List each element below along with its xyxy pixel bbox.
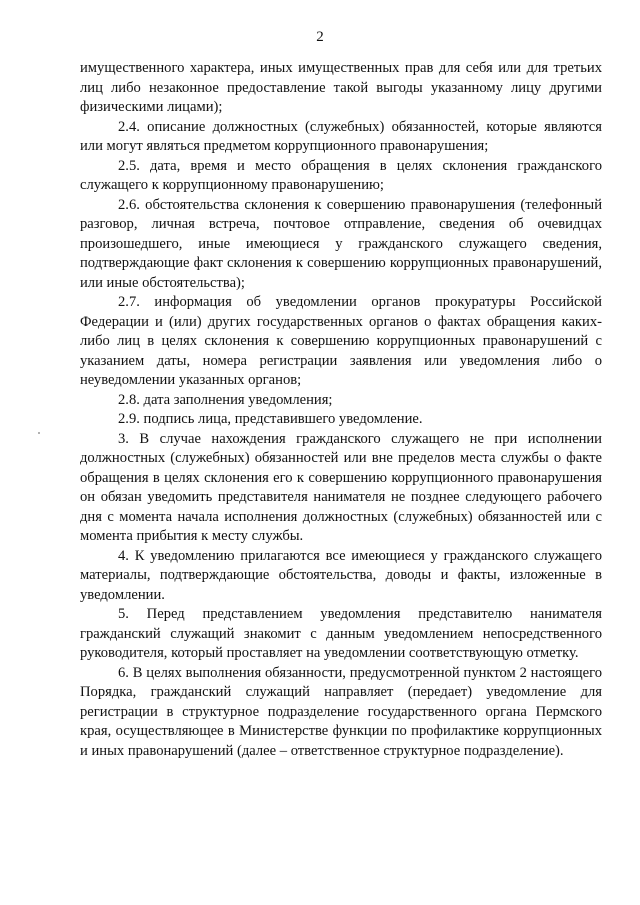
paragraph-2-7: 2.7. информация об уведомлении органов прокуратуры Российской Федерации и (или) других государственных органов о фактах обращения каких-либо лиц в целях склонения к совершению коррупционных правонарушений с указанием даты, номера регистрации заявления или уведомления либо о неуведомлении указанных органов;: [80, 294, 602, 388]
paragraph-5: 5. Перед представлением уведомления представителю нанимателя гражданский служащий знакомит с данным уведомлением непосредственного руководителя, который проставляет на уведомлении соответствующую отметку.: [80, 606, 602, 661]
paragraph-continuation: имущественного характера, иных имущественных прав для себя или для третьих лиц либо незаконное предоставление такой выгоды указанному лицу другими физическими лицами);: [80, 60, 602, 115]
page-number: 2: [316, 29, 324, 45]
paragraph-3: 3. В случае нахождения гражданского служащего не при исполнении должностных (служебных) обязанностей или вне пределов места службы о факте обращения в целях склонения его к совершению коррупционного правонарушения он обязан уведомить представителя нанимателя не позднее следующего рабочего дня с момента начала исполнения должностных (служебных) обязанностей или с момента прибытия к месту службы.: [80, 430, 602, 544]
paragraph-4: 4. К уведомлению прилагаются все имеющиеся у гражданского служащего материалы, подтверждающие обстоятельства, доводы и факты, изложенные в уведомлении.: [80, 547, 602, 603]
paragraph-2-4: 2.4. описание должностных (служебных) обязанностей, которые являются или могут являться предметом коррупционного правонарушения;: [80, 118, 602, 154]
document-body: [80, 59, 602, 761]
paragraph-6: 6. В целях выполнения обязанности, предусмотренной пунктом 2 настоящего Порядка, гражданский служащий направляет (передает) уведомление для регистрации в структурное подразделение государственного органа Пермского края, осуществляющее в Министерстве функции по профилактике коррупционных и иных правонарушений (далее – ответственное структурное подразделение).: [80, 664, 602, 759]
paragraph-2-8: 2.8. дата заполнения уведомления;: [118, 391, 333, 408]
paragraph-2-5: 2.5. дата, время и место обращения в целях склонения гражданского служащего к коррупционному правонарушению;: [80, 157, 602, 193]
paragraph-2-9: 2.9. подпись лица, представившего уведомление.: [118, 411, 423, 427]
paragraph-2-6: 2.6. обстоятельства склонения к совершению правонарушения (телефонный разговор, личная встреча, почтовое отправление, сведения об очевидцах произошедшего, иные имеющиеся у гражданского служащего сведения, подтверждающие факт склонения к совершению коррупционных правонарушений, или иные обстоятельства);: [80, 196, 602, 291]
scan-speck: [38, 432, 40, 434]
